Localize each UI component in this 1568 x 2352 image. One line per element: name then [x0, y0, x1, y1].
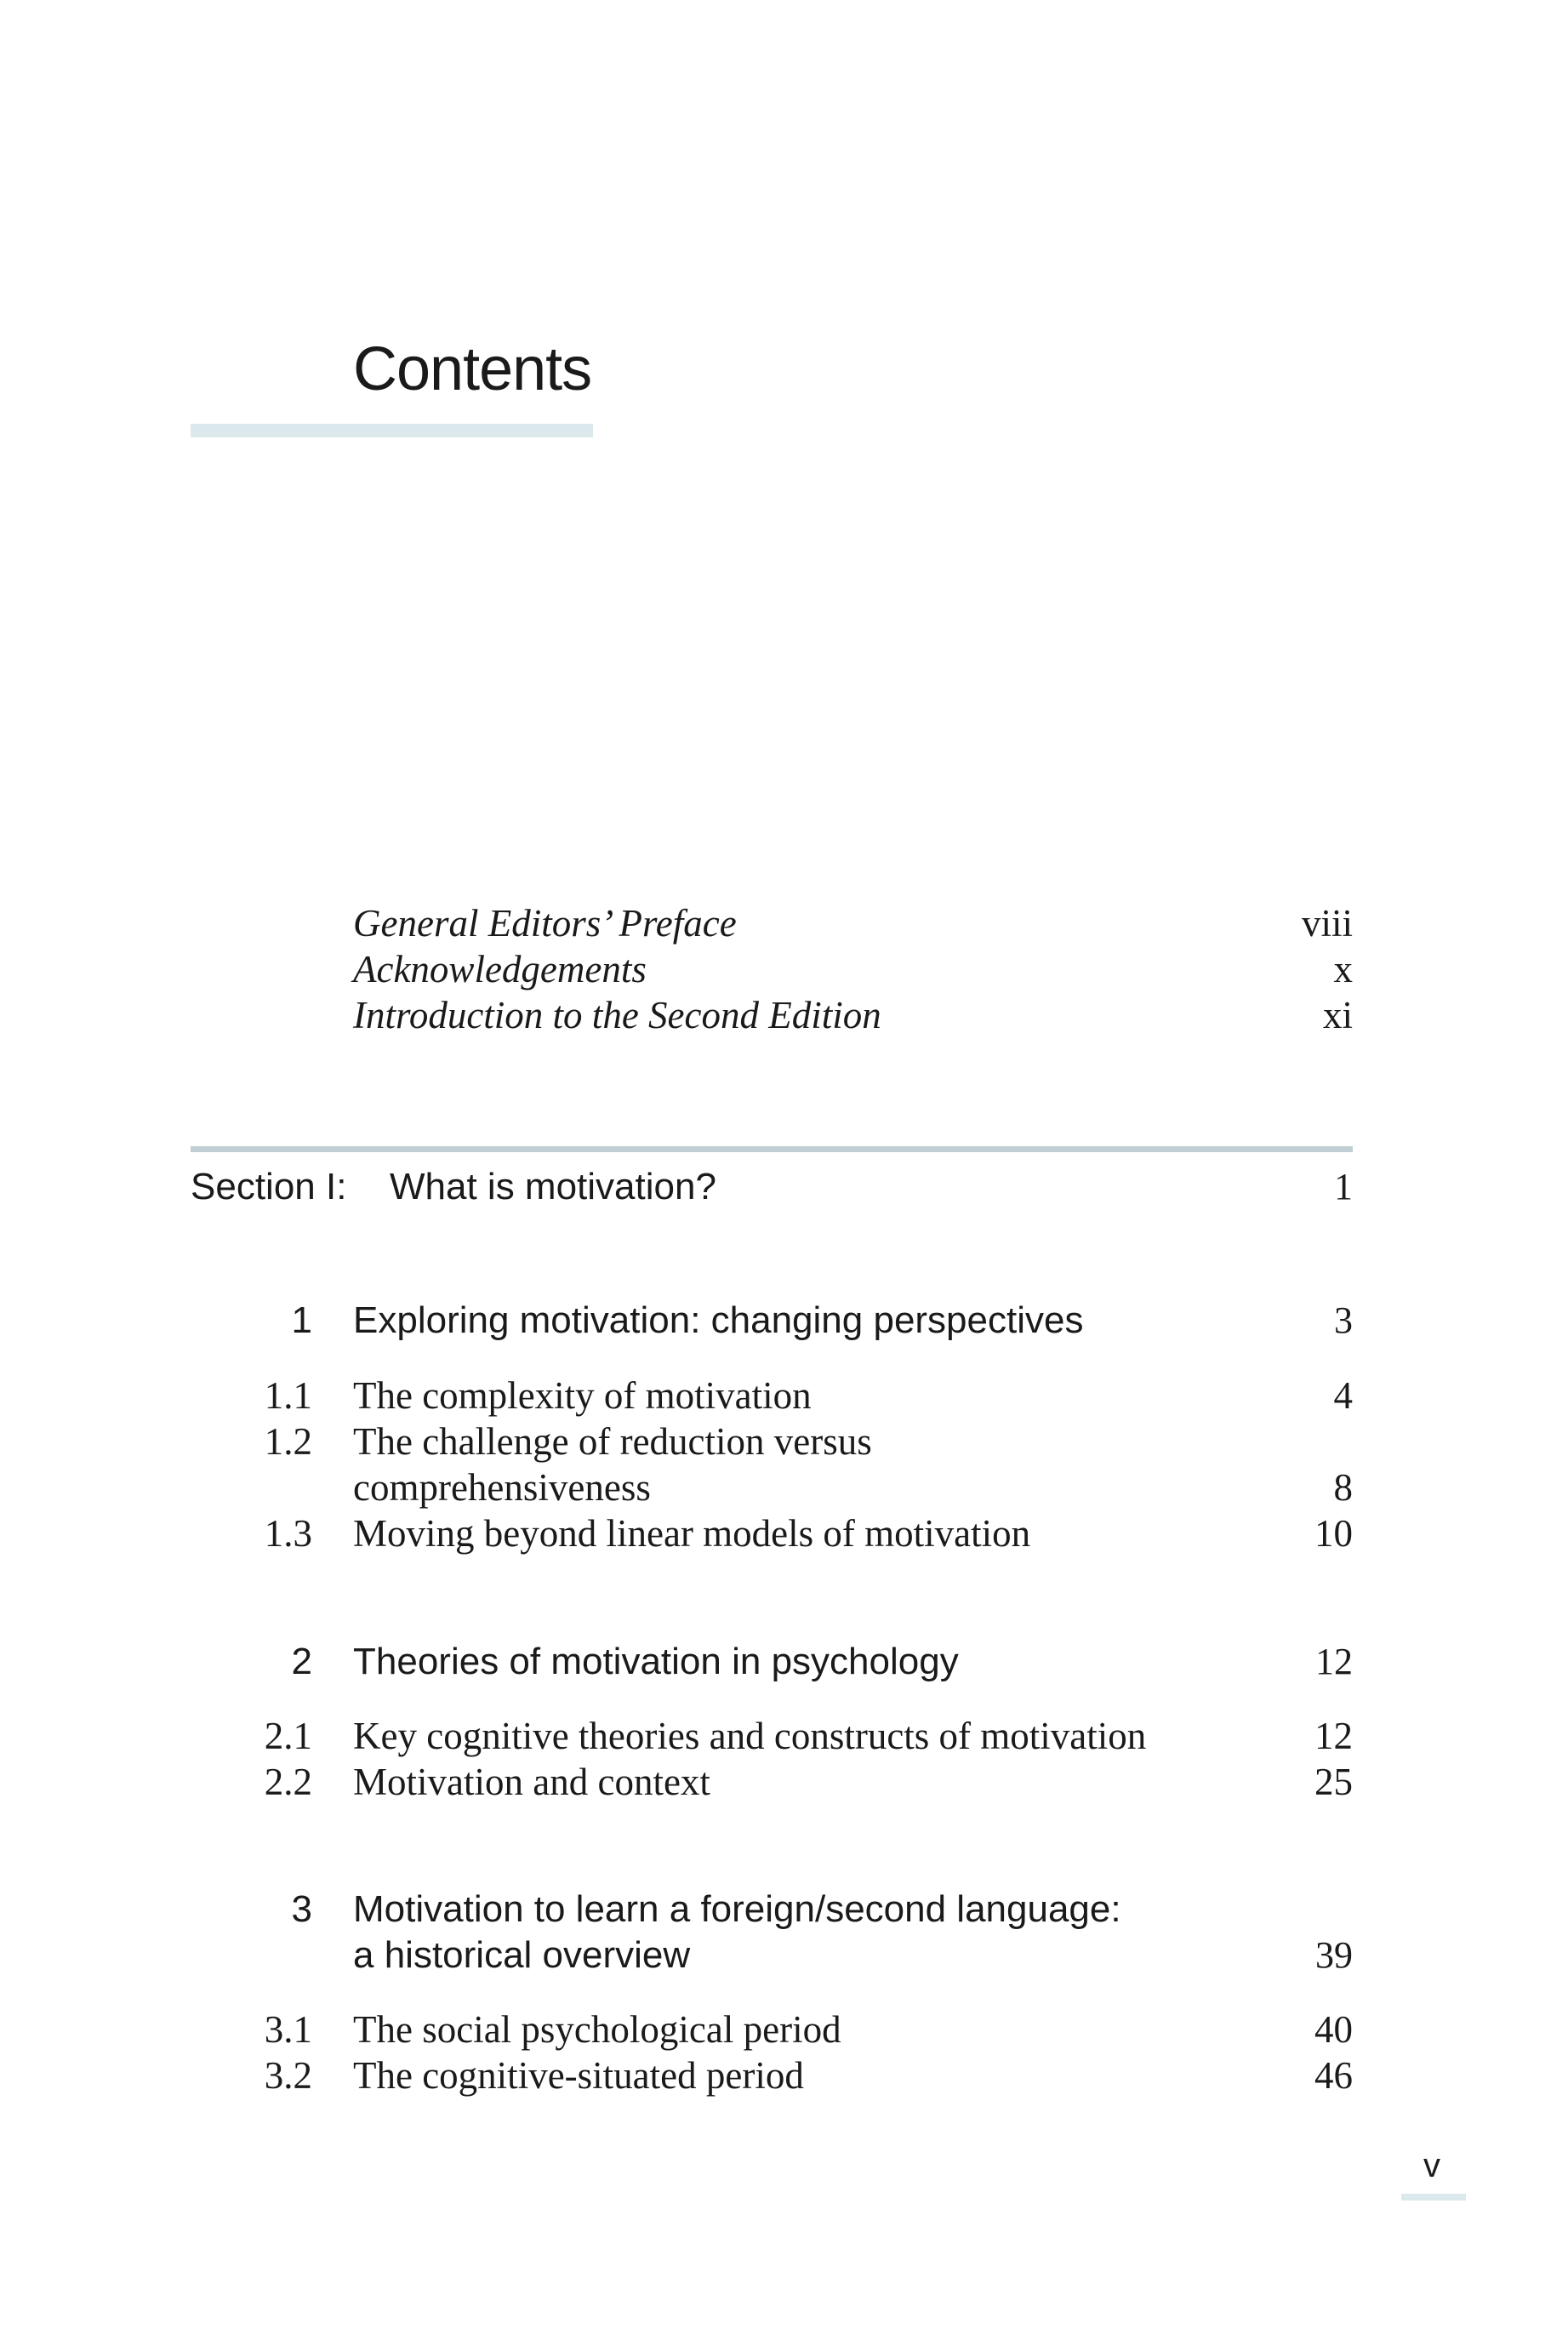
page-number: v: [1423, 2147, 1440, 2184]
chapter-entry-continuation[interactable]: [0, 1934, 1568, 1984]
page-title: Contents: [353, 335, 592, 403]
chapter-title-line2: a historical overview: [353, 1934, 691, 1976]
chapter-entry[interactable]: [0, 1888, 1568, 1938]
chapter-number: 2: [291, 1641, 312, 1682]
subsection-page: 12: [1314, 1715, 1353, 1757]
title-underline: [191, 424, 593, 437]
subsection-number: 2.1: [264, 1715, 312, 1757]
subsection-page: 4: [1333, 1374, 1353, 1417]
chapter-entry[interactable]: [0, 1643, 1568, 1691]
subsection-entry-continuation[interactable]: [0, 1466, 1568, 1516]
chapter-page: 39: [1315, 1934, 1353, 1976]
toc-entry-title: General Editors’ Preface: [353, 902, 737, 945]
section-page: 1: [1334, 1166, 1353, 1207]
section-title: What is motivation?: [390, 1166, 716, 1207]
toc-entry-page: x: [1333, 948, 1353, 990]
subsection-entry[interactable]: [0, 1374, 1568, 1424]
subsection-entry[interactable]: [0, 1717, 1568, 1765]
page-number-underline: [1401, 2194, 1466, 2201]
toc-entry-page: viii: [1301, 902, 1353, 945]
section-divider: [191, 1146, 1353, 1152]
toc-entry[interactable]: [0, 948, 1568, 998]
section-label: Section I:: [191, 1166, 347, 1207]
chapter-entry[interactable]: [0, 1299, 1568, 1350]
section-heading[interactable]: [0, 1168, 1568, 1216]
subsection-entry[interactable]: [0, 1763, 1568, 1811]
toc-entry-title: Acknowledgements: [353, 948, 647, 990]
subsection-number: 1.1: [264, 1374, 312, 1417]
subsection-page: 46: [1314, 2054, 1353, 2097]
subsection-entry[interactable]: [0, 1420, 1568, 1470]
subsection-entry[interactable]: [0, 1512, 1568, 1562]
subsection-number: 2.2: [264, 1761, 312, 1803]
chapter-number: 3: [291, 1888, 312, 1930]
subsection-title: Moving beyond linear models of motivation: [353, 1512, 1031, 1555]
subsection-number: 1.3: [264, 1512, 312, 1555]
toc-entry-title: Introduction to the Second Edition: [353, 994, 881, 1036]
subsection-entry[interactable]: [0, 2054, 1568, 2104]
subsection-number: 1.2: [264, 1420, 312, 1463]
subsection-number: 3.1: [264, 2008, 312, 2051]
subsection-title: The social psychological period: [353, 2008, 841, 2051]
subsection-page: 25: [1314, 1761, 1353, 1803]
chapter-title: Theories of motivation in psychology: [353, 1641, 959, 1682]
chapter-page: 3: [1334, 1299, 1353, 1341]
chapter-title-line1: Motivation to learn a foreign/second language:: [353, 1888, 1121, 1930]
subsection-title-line2: comprehensiveness: [353, 1466, 651, 1509]
chapter-number: 1: [291, 1299, 312, 1341]
subsection-title-line1: The challenge of reduction versus: [353, 1420, 872, 1463]
subsection-number: 3.2: [264, 2054, 312, 2097]
subsection-page: 40: [1314, 2008, 1353, 2051]
chapter-title: Exploring motivation: changing perspectives: [353, 1299, 1084, 1341]
chapter-page: 12: [1315, 1641, 1353, 1682]
toc-entry[interactable]: [0, 996, 1568, 1044]
subsection-entry[interactable]: [0, 2008, 1568, 2058]
subsection-title: The cognitive-situated period: [353, 2054, 804, 2097]
toc-entry[interactable]: [0, 902, 1568, 952]
toc-entry-page: xi: [1322, 994, 1353, 1036]
subsection-page: 8: [1333, 1466, 1353, 1509]
subsection-title: Motivation and context: [353, 1761, 710, 1803]
subsection-title: The complexity of motivation: [353, 1374, 812, 1417]
subsection-page: 10: [1314, 1512, 1353, 1555]
subsection-title: Key cognitive theories and constructs of motivation: [353, 1715, 1147, 1757]
